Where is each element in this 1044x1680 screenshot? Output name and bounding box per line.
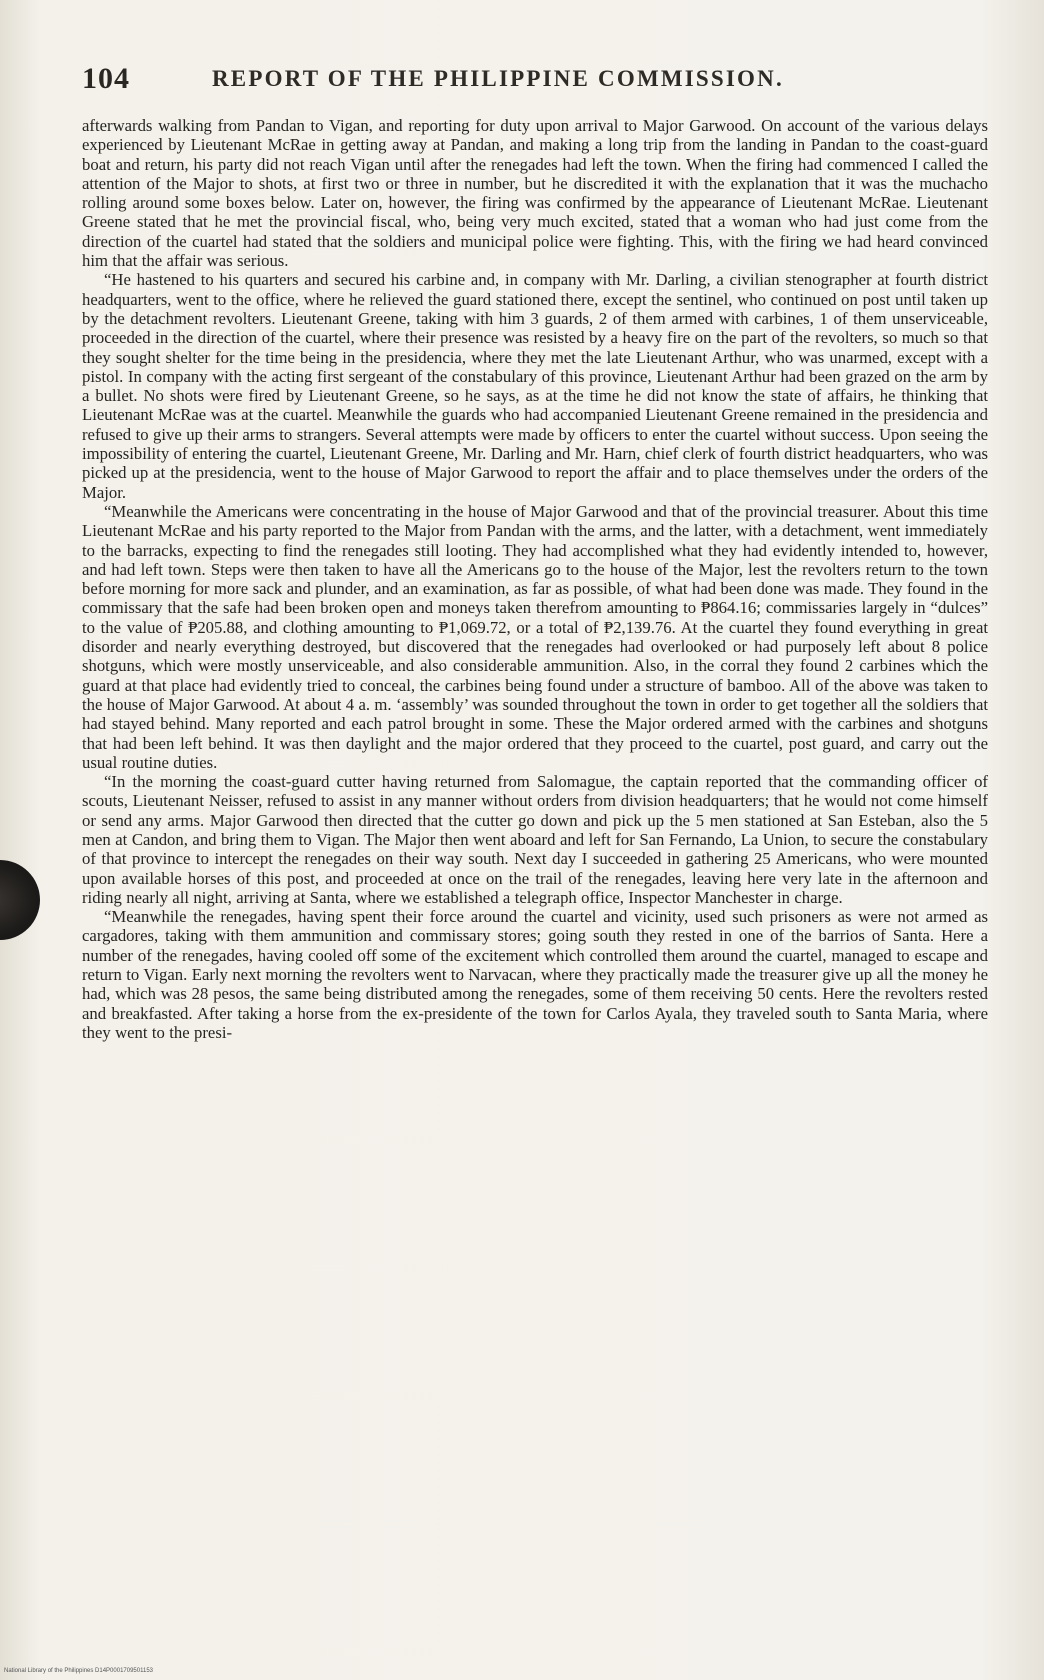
paragraph-renegades-south: “Meanwhile the renegades, having spent their force around the cuartel and vicinity, used such prisoners as were not armed as cargadores, taking with them ammunition and commissary stores; going south they rested in one of the barrios of Santa. Here a number of the renegades, having cooled off some of the excitement which controlled them around the cuartel, managed to escape and return to Vigan. Early next morning the revolters went to Narvacan, where they practically made the treasurer give up all the money he had, which was 28 pesos, the same being distributed among the renegades, some of them receiving 50 cents. Here the revolters rested and breakfasted. After taking a horse from the ex-presidente of the town for Carlos Ayala, they traveled south to Santa Maria, where they went to the presi-: [82, 907, 988, 1042]
paragraph-americans-concentrating: “Meanwhile the Americans were concentrating in the house of Major Garwood and that of the provincial treasurer. About this time Lieutenant McRae and his party reported to the Major from Pandan with the arms, and the latter, with a detachment, went immediately to the barracks, expecting to find the renegades still looting. They had accomplished what they had evidently intended to, however, and had left town. Steps were then taken to have all the Americans go to the house of the Major, lest the revolters return to the town before morning for more sack and plunder, and an examination, as far as possible, of what had been done was made. They found in the commissary that the safe had been broken open and moneys taken therefrom amounting to ₱864.16; commissaries largely in “dulces” to the value of ₱205.88, and clothing amounting to ₱1,069.72, or a total of ₱2,139.76. At the cuartel they found everything in great disorder and nearly everything destroyed, but discovered that the renegades had overlooked or had purposely left about 8 police shotguns, which were mostly unserviceable, and also considerable ammunition. Also, in the corral they found 2 carbines which the guard at that place had evidently tried to conceal, the carbines being found under a structure of bamboo. All of the above was taken to the house of Major Garwood. At about 4 a. m. ‘assembly’ was sounded throughout the town in order to get together all the soldiers that had stayed behind. Many reported and each patrol brought in some. These the Major ordered armed with the carbines and shotguns that had been left behind. It was then daylight and the major ordered that they proceed to the cuartel, post guard, and carry out the usual routine duties.: [82, 501, 988, 772]
scanner-thumb-shadow: [0, 860, 40, 940]
page-header: [82, 62, 950, 96]
running-head: REPORT OF THE PHILIPPINE COMMISSION.: [212, 66, 784, 91]
scan-credit: National Library of the Philippines D14P0001709501153: [4, 1668, 153, 1674]
paragraph-greene-quarters: “He hastened to his quarters and secured his carbine and, in company with Mr. Darling, a civilian stenographer at fourth district headquarters, went to the office, where he relieved the guard stationed there, except the sentinel, who continued on post until taken up by the detachment revolters. Lieutenant Greene, taking with him 3 guards, 2 of them armed with carbines, 1 of them unserviceable, proceeded in the direction of the cuartel, where their presence was resisted by a heavy fire on the part of the revolters, so much so that they sought shelter for the time being in the presidencia, where they met the late Lieutenant Arthur, who was unarmed, except with a pistol. In company with the acting first sergeant of the constabulary of this province, Lieutenant Arthur had been grazed on the arm by a bullet. No shots were fired by Lieutenant Greene, so he says, as at the time he did not know the state of affairs, he thinking that Lieutenant McRae was at the cuartel. Meanwhile the guards who had accompanied Lieutenant Greene remained in the presidencia and refused to give up their arms to strangers. Several attempts were made by officers to enter the cuartel without success. Upon seeing the impossibility of entering the cuartel, Lieutenant Greene, Mr. Darling and Mr. Harn, chief clerk of fourth district headquarters, who was picked up at the presidencia, went to the house of Major Garwood to report the affair and to place themselves under the orders of the Major.: [82, 270, 988, 502]
report-body: [82, 116, 988, 1652]
paragraph-continuation: afterwards walking from Pandan to Vigan, and reporting for duty upon arrival to Major Garwood. On account of the various delays experienced by Lieutenant McRae in getting away at Pandan, and making a long trip from the landing in Pandan to the coast-guard boat and return, his party did not reach Vigan until after the renegades had left the town. When the firing had commenced I called the attention of the Major to shots, at first two or three in number, but he discredited it with the explanation that it was the muchacho rolling around some boxes below. Later on, however, the firing was confirmed by the appearance of Lieutenant McRae. Lieutenant Greene stated that he met the provincial fiscal, who, being very much excited, stated that a woman who had just come from the direction of the cuartel had stated that the soldiers and municipal police were fighting. This, with the firing we had heard convinced him that the affair was serious.: [82, 116, 988, 271]
paragraph-coast-guard-cutter: “In the morning the coast-guard cutter having returned from Salomague, the captain reported that the commanding officer of scouts, Lieutenant Neisser, refused to assist in any manner without orders from division headquarters; that he would not come himself or send any arms. Major Garwood then directed that the cutter go down and pick up the 5 men stationed at San Esteban, also the 5 men at Candon, and bring them to Vigan. The Major then went aboard and left for San Fernando, La Union, to secure the constabulary of that province to intercept the renegades on their way south. Next day I succeeded in gathering 25 Americans, who were mounted upon available horses of this post, and proceeded at once on the trail of the renegades, leaving here very late in the afternoon and riding nearly all night, arriving at Santa, where we established a telegraph office, Inspector Manchester in charge.: [82, 772, 988, 907]
page-number: 104: [82, 62, 130, 95]
